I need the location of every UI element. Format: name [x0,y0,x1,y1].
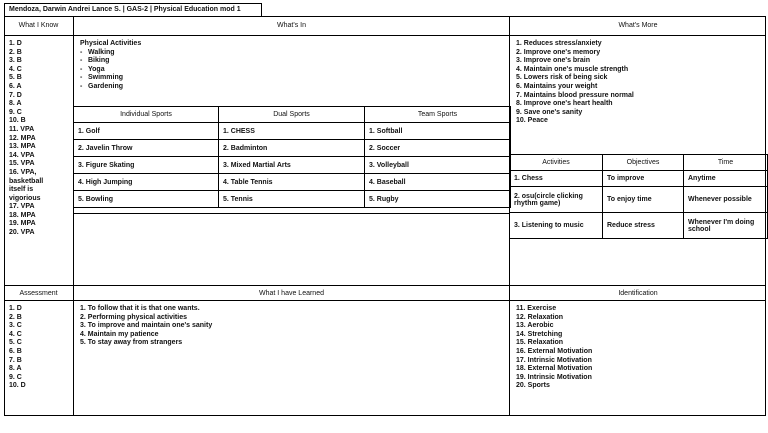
list-item: 3. Improve one's brain [516,57,591,65]
what-i-have-learned-heading: What I have Learned [259,290,324,297]
list-item: 11. Exercise [516,305,557,312]
whats-more-heading: What's More [618,22,658,29]
list-item: 8. A [9,100,22,108]
list-item: 8. A [9,365,22,373]
list-item: 13. Aerobic [516,322,554,330]
column-header: Objectives [603,155,684,171]
table-cell: 1. CHESS [219,123,365,140]
whats-in-heading: What's In [277,22,306,29]
table-row [510,171,768,187]
list-item: 10. D [9,382,26,390]
table-cell: 4. Baseball [365,174,511,191]
identification-answers [516,305,592,391]
identification-heading: Identification [618,290,658,297]
list-item: 17. Intrinsic Motivation [516,356,592,364]
list-item: 15. Relaxation [516,339,564,347]
table-cell: 5. Rugby [365,191,511,208]
list-item: 11. VPA [9,125,35,133]
document-title: Mendoza, Darwin Andrei Lance S. | GAS-2 | Physical Education mod 1 [4,3,262,16]
column-header: Activities [510,155,603,171]
physical-activity-item: - Yoga [80,66,141,75]
list-item: 10. B [9,117,26,125]
list-item: 14. VPA [9,151,35,159]
table-cell: 1. Softball [365,123,511,140]
table-cell: 2. Javelin Throw [74,140,219,157]
list-item: 2. Improve one's memory [516,48,601,56]
table-cell: 5. Bowling [74,191,219,208]
list-item: 1. To follow that it is that one wants. [80,305,200,312]
list-item: 3. B [9,57,22,65]
list-item: 1. D [9,305,22,312]
table-cell: 3. Volleyball [365,157,511,174]
list-item: 7. D [9,91,22,99]
list-item: 1. D [9,40,22,47]
list-item: 6. B [9,347,22,355]
list-item: 5. To stay away from strangers [80,339,183,347]
list-item: 4. C [9,65,22,73]
table-cell: 4. Table Tennis [219,174,365,191]
list-item: 16. External Motivation [516,347,593,355]
table-row [74,157,511,174]
column-header: Time [684,155,768,171]
table-cell: 2. Badminton [219,140,365,157]
list-item: 20. VPA [9,229,35,237]
list-item: 19. MPA [9,220,36,228]
table-row [74,174,511,191]
table-cell: 5. Tennis [219,191,365,208]
list-item: 19. Intrinsic Motivation [516,373,592,381]
table-row [74,191,511,208]
table-row [74,123,511,140]
list-item: 20. Sports [516,382,550,390]
table-cell: 3. Figure Skating [74,157,219,174]
list-item: basketball [9,177,44,185]
list-item: 5. Lowers risk of being sick [516,74,608,82]
table-row [510,187,768,213]
list-item: 1. Reduces stress/anxiety [516,40,602,47]
table-cell: Whenever possible [684,187,768,213]
list-item: 8. Improve one's heart health [516,100,613,108]
list-item: 13. MPA [9,143,36,151]
column-header: Dual Sports [219,107,365,123]
physical-activity-item: - Gardening [80,83,141,92]
list-item: 14. Stretching [516,330,563,338]
table-cell: 1. Golf [74,123,219,140]
table-cell: To improve [603,171,684,187]
divider [4,35,766,36]
list-item: 6. A [9,82,22,90]
list-item: 9. C [9,108,22,116]
table-cell: To enjoy time [603,187,684,213]
physical-activity-item: - Walking [80,49,141,58]
assessment-answers [9,305,26,391]
what-i-know-answers [9,40,43,238]
physical-activities-title: Physical Activities [80,40,142,47]
list-item: 2. B [9,313,22,321]
list-item: 18. MPA [9,211,36,219]
list-item: 10. Peace [516,117,548,125]
table-cell: Anytime [684,171,768,187]
table-cell: Reduce stress [603,213,684,239]
table-cell: 3. Mixed Martial Arts [219,157,365,174]
list-item: 3. To improve and maintain one's sanity [80,322,213,330]
physical-activity-item: - Biking [80,57,141,66]
list-item: 7. Maintains blood pressure normal [516,91,634,99]
column-header: Individual Sports [74,107,219,123]
list-item: 17. VPA [9,203,35,211]
divider [73,213,510,214]
table-cell: Whenever I'm doing school [684,213,768,239]
learned-list [80,305,212,348]
physical-activity-item: - Swimming [80,74,141,83]
list-item: 4. Maintain my patience [80,330,159,338]
list-item: 4. Maintain one's muscle strength [516,65,629,73]
list-item: 2. Performing physical activities [80,313,187,321]
list-item: 4. C [9,330,22,338]
divider [4,300,766,301]
list-item: 12. MPA [9,134,36,142]
list-item: 2. B [9,48,22,56]
physical-activities-list [80,49,141,92]
table-cell: 2. Soccer [365,140,511,157]
list-item: 9. C [9,373,22,381]
whats-more-list [516,40,634,126]
list-item: 18. External Motivation [516,365,593,373]
divider [4,285,766,286]
list-item: 6. Maintains your weight [516,82,598,90]
table-cell: 1. Chess [510,171,603,187]
table-cell: 4. High Jumping [74,174,219,191]
list-item: 12. Relaxation [516,313,564,321]
table-row [510,213,768,239]
list-item: 7. B [9,356,22,364]
column-header: Team Sports [365,107,511,123]
list-item: itself is [9,186,34,194]
table-row [74,140,511,157]
assessment-heading: Assessment [19,290,58,297]
list-item: 5. C [9,339,22,347]
list-item: 16. VPA, [9,168,37,176]
list-item: 3. C [9,322,22,330]
list-item: 5. B [9,74,22,82]
what-i-know-heading: What I Know [18,22,59,29]
divider [73,16,74,416]
physical-activities-block [80,40,141,92]
list-item: vigorious [9,194,41,202]
list-item: 9. Save one's sanity [516,108,583,116]
table-cell: 2. osu(circle clicking rhythm game) [510,187,603,213]
sports-table [73,106,511,208]
list-item: 15. VPA [9,160,35,168]
activities-table [509,154,768,239]
table-cell: 3. Listening to music [510,213,603,239]
